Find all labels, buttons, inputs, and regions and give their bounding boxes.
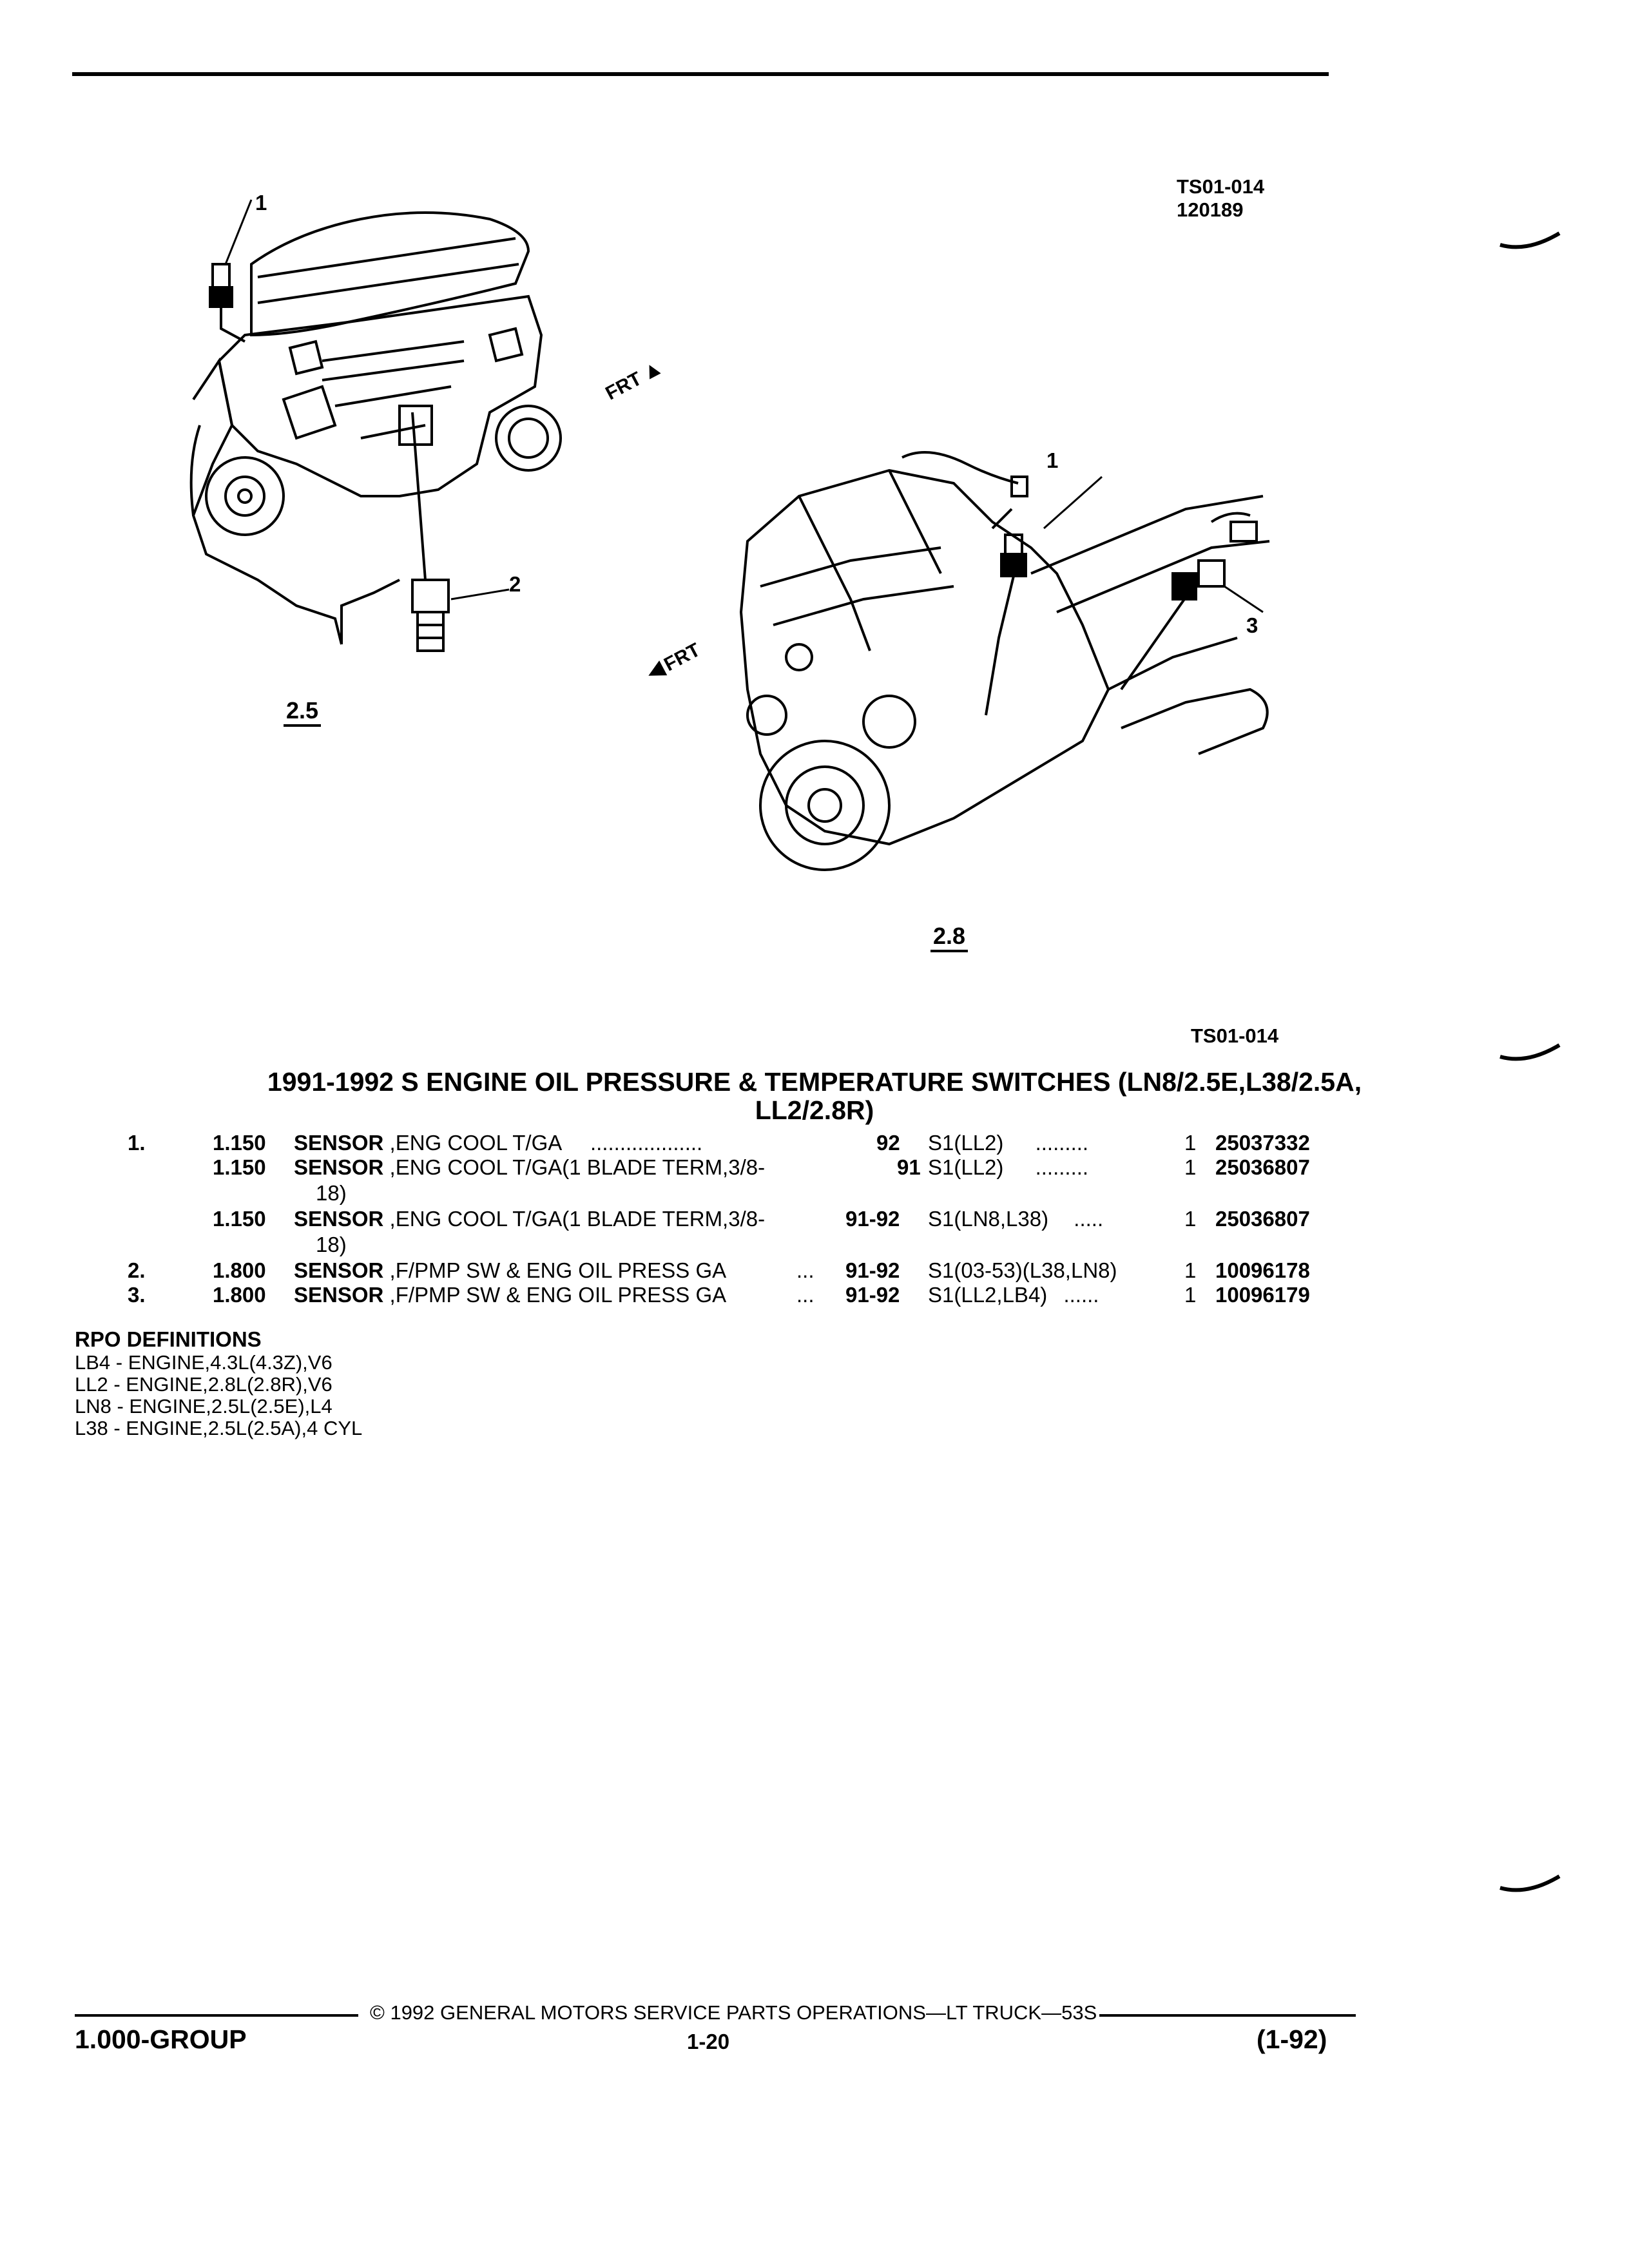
- top-rule: [72, 72, 1329, 76]
- quantity: 1: [1184, 1155, 1197, 1179]
- group-code: 1.150: [213, 1131, 266, 1155]
- part-name: [294, 1282, 726, 1308]
- part-desc: ,ENG COOL T/GA(1 BLADE TERM,3/8-: [389, 1207, 766, 1231]
- group-code: 1.800: [213, 1258, 266, 1282]
- model-years: 92: [876, 1131, 900, 1155]
- application-dots: .........: [1035, 1131, 1089, 1155]
- quantity: 1: [1184, 1283, 1197, 1307]
- part-type: SENSOR: [294, 1283, 384, 1307]
- part-desc: ,ENG COOL T/GA: [389, 1131, 563, 1155]
- figure-ref: TS01-014: [1191, 1024, 1279, 1047]
- parts-row: [0, 1282, 1629, 1309]
- part-desc: ,F/PMP SW & ENG OIL PRESS GA: [389, 1258, 727, 1282]
- rpo-item: LN8 - ENGINE,2.5L(2.5E),L4: [75, 1395, 333, 1418]
- front-arrow-lower-label: FRT: [660, 639, 704, 676]
- part-number: 25036807: [1215, 1207, 1310, 1231]
- application: [928, 1206, 1103, 1232]
- part-name: [294, 1130, 562, 1156]
- quantity: 1: [1184, 1131, 1197, 1155]
- callout-3-right: 3: [1246, 613, 1258, 637]
- quantity: 1: [1184, 1207, 1197, 1231]
- part-number: 25037332: [1215, 1131, 1310, 1155]
- rpo-item: LB4 - ENGINE,4.3L(4.3Z),V6: [75, 1351, 333, 1374]
- part-name: [294, 1155, 765, 1180]
- part-type: SENSOR: [294, 1258, 384, 1282]
- engine-illustration-2-5: [129, 193, 619, 683]
- footer-edition: (1-92): [1257, 2024, 1327, 2054]
- callout-1-left: 1: [255, 191, 267, 215]
- section-title-line1: 1991-1992 S ENGINE OIL PRESSURE & TEMPERATURE SWITCHES (LN8/2.5E,L38/2.5A,: [267, 1067, 1362, 1097]
- application-dots: .....: [1074, 1207, 1104, 1231]
- application: [928, 1258, 1117, 1283]
- application-code: S1(LL2): [928, 1155, 1004, 1179]
- application-code: S1(LN8,L38): [928, 1207, 1049, 1231]
- front-arrow-top-label: FRT: [602, 368, 646, 405]
- group-code: 1.150: [213, 1207, 266, 1231]
- part-desc: ,F/PMP SW & ENG OIL PRESS GA: [389, 1283, 727, 1307]
- item-number: 1.: [128, 1131, 146, 1155]
- footer-copyright: © 1992 GENERAL MOTORS SERVICE PARTS OPERATIONS—LT TRUCK—53S: [370, 2001, 1097, 2024]
- part-number: 10096179: [1215, 1283, 1310, 1307]
- application: [928, 1155, 1088, 1180]
- ref-code: TS01-014: [1177, 175, 1265, 198]
- leader-dots: ...: [796, 1258, 815, 1282]
- part-name: [294, 1258, 726, 1283]
- engine-illustration-2-8: [722, 445, 1276, 896]
- callout-1-right: 1: [1046, 448, 1059, 472]
- desc-continuation: 18): [316, 1233, 347, 1256]
- parts-row: [0, 1130, 1629, 1157]
- part-number: 10096178: [1215, 1258, 1310, 1282]
- application: [928, 1130, 1088, 1156]
- front-arrow-lower: [642, 636, 704, 686]
- leader-dots: ...................: [590, 1131, 703, 1155]
- desc-continuation: 18): [316, 1181, 347, 1205]
- application: [928, 1282, 1099, 1308]
- section-title-line2: LL2/2.8R): [755, 1095, 874, 1125]
- front-arrow-lower-icon: ◀: [642, 655, 669, 686]
- model-years: 91-92: [845, 1207, 900, 1231]
- part-type: SENSOR: [294, 1207, 384, 1231]
- model-years: 91: [897, 1155, 921, 1179]
- part-number: 25036807: [1215, 1155, 1310, 1179]
- rpo-definitions: [75, 1327, 362, 1439]
- part-type: SENSOR: [294, 1155, 384, 1179]
- parts-row: [0, 1206, 1629, 1233]
- model-years: 91-92: [845, 1258, 900, 1282]
- rpo-item: LL2 - ENGINE,2.8L(2.8R),V6: [75, 1373, 333, 1396]
- footer-rule-right: [1099, 2014, 1356, 2017]
- parts-row: [0, 1155, 1629, 1182]
- group-code: 1.800: [213, 1283, 266, 1307]
- part-desc: ,ENG COOL T/GA(1 BLADE TERM,3/8-: [389, 1155, 766, 1179]
- edge-marks: [1482, 0, 1629, 1933]
- group-code: 1.150: [213, 1155, 266, 1179]
- part-name: [294, 1206, 765, 1232]
- quantity: 1: [1184, 1258, 1197, 1282]
- rpo-item: L38 - ENGINE,2.5L(2.5A),4 CYL: [75, 1417, 363, 1439]
- item-number: 2.: [128, 1258, 146, 1282]
- callout-2-left: 2: [509, 572, 521, 596]
- parts-row: [0, 1258, 1629, 1285]
- leader-dots: ...: [796, 1283, 815, 1307]
- left-view-label: 2.5: [284, 697, 321, 727]
- item-number: 3.: [128, 1283, 146, 1307]
- rpo-heading: RPO DEFINITIONS: [75, 1327, 262, 1351]
- application-dots: ......: [1063, 1283, 1099, 1307]
- application-code: S1(LL2): [928, 1131, 1004, 1155]
- footer-page: 1-20: [687, 2030, 730, 2053]
- front-arrow-top-icon: ▲: [636, 354, 668, 386]
- application-dots: .........: [1035, 1155, 1089, 1179]
- ref-number: 120189: [1177, 198, 1244, 221]
- application-code: S1(03-53)(L38,LN8): [928, 1258, 1117, 1282]
- part-type: SENSOR: [294, 1131, 384, 1155]
- footer-group: 1.000-GROUP: [75, 2024, 247, 2054]
- model-years: 91-92: [845, 1283, 900, 1307]
- footer-rule-left: [75, 2014, 358, 2017]
- right-view-label: 2.8: [930, 923, 968, 952]
- application-code: S1(LL2,LB4): [928, 1283, 1048, 1307]
